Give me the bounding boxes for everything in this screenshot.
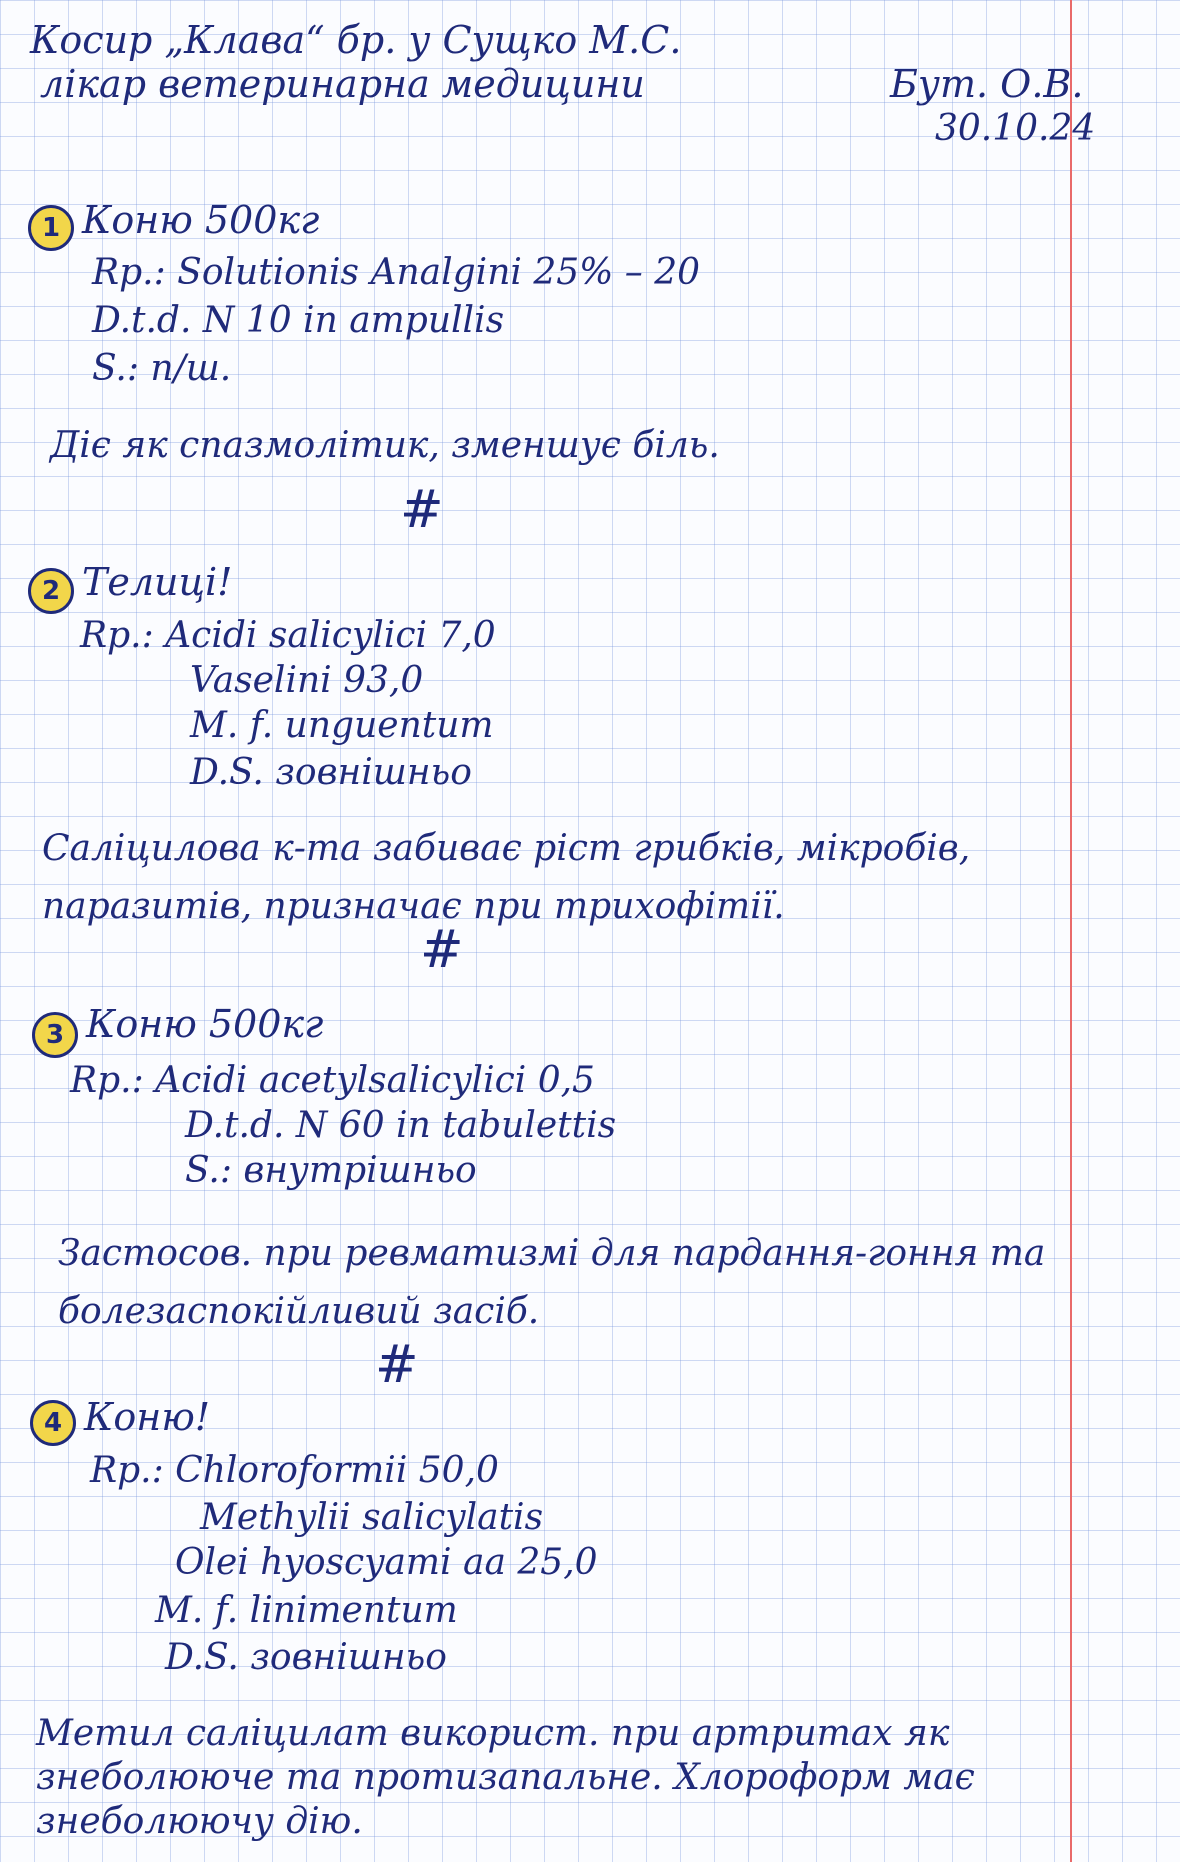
header-date: 30.10.24 [935,108,1096,149]
rx-line: D.t.d. N 60 in tabulettis [185,1105,617,1146]
rx-line: Rp.: Acidi salicylici 7,0 [80,615,496,656]
section-number-badge: 2 [28,568,74,614]
rx-line: D.S. зовнішньо [190,752,472,793]
header-line-1: Косир „Клава“ бр. у Сущко М.С. [30,18,682,62]
rx-line: S.: внутрішньо [185,1150,477,1191]
section-note: Метил саліцилат використ. при артритах як знеболююче та протизапальне. Хлороформ має знеболюючу дію. [36,1713,975,1842]
rx-line: Vaselini 93,0 [190,660,424,701]
rx-line: D.S. зовнішньо [165,1637,447,1678]
section-note: Діє як спазмолітик, зменшує біль. [50,425,720,466]
section-title: Коню 500кг [82,198,320,242]
section-number-badge: 1 [28,205,74,251]
section-title: Телиці! [82,560,233,604]
rx-line: Olei hyoscyami aa 25,0 [175,1542,598,1583]
separator-mark: # [375,1335,419,1395]
rx-line: M. f. unguentum [190,705,494,746]
header-line-2: лікар ветеринарна медицини [40,62,645,106]
rx-line: Rp.: Acidi acetylsalicylici 0,5 [70,1060,595,1101]
rx-line: Rp.: Chloroformii 50,0 [90,1450,499,1491]
rx-line: M. f. linimentum [155,1590,458,1631]
section-title: Коню 500кг [86,1002,324,1046]
section-note: Застосов. при ревматизмі для пардання-гоння та болезаспокійливий засіб. [58,1233,1046,1332]
rx-line: Methylii salicylatis [200,1497,544,1538]
separator-mark: # [420,920,464,980]
rx-line: Rp.: Solutionis Analgini 25% – 20 [92,252,701,293]
rx-line: S.: п/ш. [92,348,232,389]
header-signature: Бут. О.В. [890,62,1084,106]
section-number-badge: 4 [30,1400,76,1446]
section-number-badge: 3 [32,1012,78,1058]
section-note: Саліцилова к-та забиває ріст грибків, мікробів, паразитів, призначає при трихофітії. [42,828,971,927]
section-title: Коню! [84,1395,211,1439]
rx-line: D.t.d. N 10 in ampullis [92,300,505,341]
separator-mark: # [400,480,444,540]
